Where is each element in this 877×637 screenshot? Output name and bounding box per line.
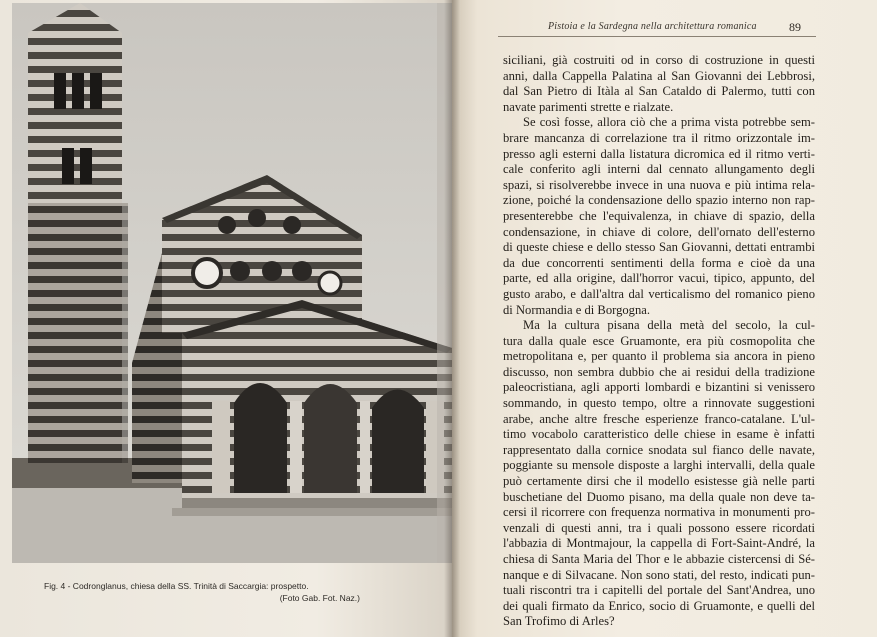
text-line: condensazione, in chiave di colore, dell'ornato dell'esterno: [503, 224, 815, 239]
text-line: spazi, si risolverebbe invece in una nuova e più intima rela-: [503, 177, 815, 192]
text-line: cale conferito agli interni dal cennato allungamento degli: [503, 162, 815, 177]
text-line: gusto arabo, e dall'altra dal verticalismo del romanico pieno: [503, 286, 815, 301]
running-head: Pistoia e la Sardegna nella architettura romanica: [548, 21, 757, 32]
text-line: dal San Pietro di Itàla al San Cataldo di Palermo, tutti con: [503, 84, 815, 99]
text-line: presso agli esterni dalla listatura dicromica ed il ritmo verti-: [503, 146, 815, 161]
text-line: timo vocabolo caratteristico delle chiese in esame è infatti: [503, 427, 815, 442]
body-text: [503, 53, 815, 630]
text-line: San Trofimo di Arles?: [503, 614, 615, 629]
caption-photo-credit: (Foto Gab. Fot. Naz.): [279, 593, 360, 603]
text-line: siciliani, già costruiti od in corso di costruzione in questi: [503, 53, 815, 67]
text-line: discusso, non sembra dubbio che ai residui della tradizione: [503, 364, 815, 379]
text-line: arabe, anche altre fresche esperienze franco-catalane. L'ul-: [503, 411, 815, 426]
text-line: l'abbazia di Montmajour, la cappella di Fort-Saint-André, la: [503, 536, 815, 551]
text-line: metropolitana e, per quanto il problema sia ancora in pieno: [503, 349, 815, 364]
text-line: nanque e di Silvacane. Non sono stati, del resto, indicati pun-: [503, 567, 815, 582]
text-line: da due concorrenti sentimenti della forma e cioè da una: [503, 255, 815, 270]
text-line: dei quali firmato da Enrico, socio di Gruamonte, e quelli del: [503, 598, 815, 613]
church-photograph: [12, 3, 452, 563]
text-line: rappresentato dalla cornice snodata sul fianco delle navate,: [503, 442, 815, 457]
text-line: paleocristiana, agli apporti lombardi e bizantini si venissero: [503, 380, 815, 395]
text-line: presenterebbe che l'equivalenza, in chiave di spazio, della: [503, 208, 815, 223]
text-line: tuali riscontri tra i capitelli del portale del Sant'Andrea, uno: [503, 583, 815, 598]
caption-line-1: Fig. 4 - Codronglanus, chiesa della SS. Trinità di Saccargia: prospetto.: [44, 581, 309, 591]
text-line: di Normandia e di Borgogna.: [503, 302, 651, 317]
text-line: sommando, in questo tempo, oltre a rinnovate suggestioni: [503, 396, 815, 411]
text-line: Ma la cultura pisana della metà del secolo, la cul-: [523, 318, 815, 333]
text-line: cersi il ricorrere con frequenza normativa in monumenti pro-: [503, 505, 815, 520]
book-gutter: [444, 0, 460, 637]
text-line: zione, poiché la condensazione dello spazio interno non rap-: [503, 193, 815, 208]
text-line: navate parimenti strette e rialzate.: [503, 99, 674, 114]
header-rule: [498, 36, 816, 37]
text-line: buschetiane del Duomo pisano, ma della quale non deve ta-: [503, 489, 815, 504]
text-line: poggiante su mensole disposte a larghi intervalli, della quale: [503, 458, 815, 473]
text-line: brare mancanza di correlazione tra il ritmo orizzontale im-: [503, 130, 815, 145]
page-number: 89: [789, 20, 801, 34]
text-line: venzali di questi anni, tra i quali possono essere ricordati: [503, 520, 815, 535]
text-line: Se così fosse, allora ciò che a prima vista potrebbe sem-: [523, 115, 815, 130]
text-line: anni, dalla Cappella Palatina al San Giovanni dei Lebbrosi,: [503, 68, 815, 83]
text-line: può certamente dirsi che il modello esistesse già nelle parti: [503, 474, 815, 489]
text-line: parte, ed alla origine, dall'horror vacui, tipico, appunto, del: [503, 271, 815, 286]
text-line: di queste chiese e dello stesso San Giovanni, dettati entrambi: [503, 240, 815, 255]
figure-caption: [44, 580, 360, 604]
text-line: tura dalla quale esce Gruamonte, era più cosmopolita che: [503, 333, 815, 348]
text-line: chiesa di Santa Maria del Thor e le abbazie cistercensi di Sé-: [503, 552, 815, 566]
